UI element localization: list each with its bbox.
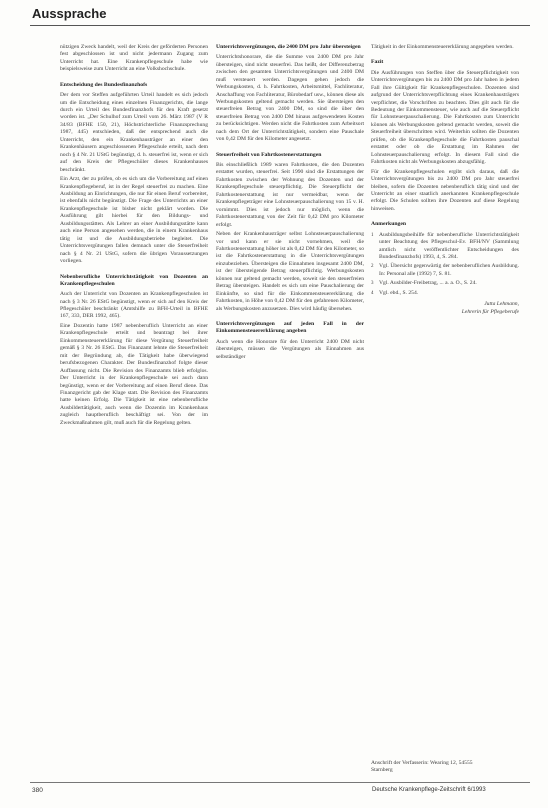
column-3	[371, 44, 519, 316]
paragraph: Ein Arzt, der zu prüfen, ob es sich um die Vorbereitung auf einen Krankenpflegeberuf, ist in der Regel steuerfrei zu machen. Eine Ausbildung an Einrichtungen, die nur für einen Beruf vorbereitet, ist ebenfalls nicht begünstigt. Die Frage des Unterrichts an einer Krankenpflegeschule ist bisher nicht geklärt worden. Die Ausführung gilt hierbei für den Bildungs- und Ausbildungsstätten. Als Lehrer an einer Ausbildungsstätte kann auch eine Person angesehen werden, die in einem Krankenhaus tätig ist und die Ausbildungsbetriebe begleitet. Die Unterrichtsvergütungen fallen demnach unter die Steuerfreiheit nach § 4 Nr. 21 UStG, sofern die übrigen Voraussetzungen vorliegen.	[60, 176, 208, 265]
author-role: Lehrerin für Pflegeberufe	[461, 308, 519, 315]
section-heading: Nebenberufliche Unterrichtstätigkeit von Dozenten an Krankenpflegeschulen	[60, 273, 208, 287]
footnote-number: 3	[371, 281, 374, 287]
footer-rule	[30, 782, 530, 783]
paragraph: Neben der Krankenhausträger selbst Lohnsteuerpauschalierung vor und kann er sie nicht vornehmen, weil die Fahrtkostenerstattung höher ist als 0,42 DM für den Kilometer, so ist die Fahrtkostenerstattung in die Unterrichtsvergütungen einzubeziehen. Übersteigen die Einnahmen insgesamt 2400 DM, ist der übersteigende Betrag steuerpflichtig. Werbungskosten können nur geltend gemacht werden, soweit sie den steuerfreien Betrag übersteigen. Handelt es sich um eine Pauschalierung der Einkünfte, so sind für die Einkommensteuererklärung die Fahrtkosten, in Höhe von 0,42 DM für den gefahrenen Kilometer, als Werbungskosten anzusetzen. Dies wird häufig übersehen.	[216, 231, 364, 312]
footnote-number: 1	[371, 232, 374, 238]
header-rule	[30, 25, 530, 26]
paragraph: Der dem vor Steffen aufgeführten Urteil handelt es sich jedoch um die Entscheidung eines einzelnen Finanzgerichts, die lange durch ein Urteil des Bundesfinanzhofs für den Kraft gesetzt worden ist. „Der Schulhof zum Urteil vom 26. März 1987 (V R 34/83 (BFHE 150, 21), Höchstrichterliche Finanzsprechung 1987, 445) entschieden, daß der entsprechend auch die Unterricht, den ein Krankenhausträger an einer den Krankenhäusern angeschlossenen Pflegeschule erteilt, nach dem noch § 4 Nr. 21 UStG begünstigt, d. h. steuerfrei ist, wenn er sich auf den Kreis der Pflegeschüler dieses Krankenhauses beschränkt.	[60, 92, 208, 173]
column-2	[216, 44, 364, 363]
paragraph: Die Ausführungen von Steffen über die Steuerpflichtigkeit von Unterrichtsvergütungen bis zu 2400 DM pro Jahr haben in jedem Fall ihre Gültigkeit für Krankenpflegeschulen. Dozenten sind aufgrund der Unterrichtsverpflichtung eines Krankenhausträgers verpflichtet, die Vorschriften zu beachten. Dies gilt auch für die Bedeutung der Einkommensteuer, wie auch auf die Steuerpflicht für Lohnsteuerpauschalierung. Die Fahrtkosten zum Unterricht können als Werbungskosten geltend gemacht werden, soweit die Steuerfreiheit überschritten wird. Weiterhin sollten die Dozenten prüfen, ob die Krankenpflegeschule die Fahrtkosten pauschal erstattet oder ob die Erstattung im Rahmen der Lohnsteuerpauschalierung erfolgt. In diesem Fall sind die Fahrtkosten nicht als Werbungskosten abzugsfähig.	[371, 69, 519, 166]
author-address	[371, 760, 521, 775]
section-heading: Steuerfreiheit von Fahrtkostenerstattungen	[216, 151, 322, 158]
column-1	[60, 44, 208, 429]
footnote-text: Vgl. Ausbilder-Freibetrag, ... a. a. O., S. 24.	[379, 280, 477, 287]
section-heading: Anmerkungen	[371, 221, 407, 228]
paragraph: Unterrichtshonorare, die die Summe von 2400 DM pro Jahr übersteigen, sind nicht steuerfrei. Das heißt, der Differenzbetrag zwischen den gesamten Unterrichtsvergütungen und 2400 DM muß versteuert werden. Dagegen gehen jedoch die Werbungskosten, d. h. Fahrtkosten, Arbeitsmittel, Fachliteratur, Anschaffung von Fachliteratur, Bürobedarf usw., können diese als Werbungskosten geltend gemacht werden. Sie übersteigen den steuerfreien Betrag von 2400 DM, so sind die über den steuerfreien Betrag von 2400 DM hinaus aufgewendeten Kosten zu berücksichtigen. Werden nicht die Fahrtkosten zum Arbeitsort nach dem Ort der Unterrichtstätigkeit, sondern eine Pauschale von 0,42 DM für den Kilometer angesetzt.	[216, 54, 364, 143]
footnote-text: Vgl. Übersicht gegenwärtig der nebenberuflichen Ausbildung. In: Personal alle (1992) 7, S. 81.	[379, 263, 519, 277]
footnote	[371, 232, 519, 262]
section-heading: Unterrichtsvergütungen, die 2400 DM pro Jahr übersteigen	[216, 44, 361, 50]
footnote-text: Ausbildungsbeihilfe für nebenberufliche Unterrichtstätigkeit unter Beachtung des Pflegeschul-Ev. BFH/NV (Sammlung amtlich nicht veröffentlichter Entscheidungen des Bundesfinanzhofs) 1993, 4, S. 284.	[379, 231, 519, 261]
footnote	[371, 280, 519, 287]
journal-citation: Deutsche Krankenpflege-Zeitschrift 6/1993	[372, 787, 486, 793]
paragraph: Für die Krankenpflegeschulen ergibt sich daraus, daß die Unterrichtsvergütungen bis zu 2400 DM pro Jahr steuerfrei bleiben, sofern die Dozenten nebenberuflich tätig sind und der Unterricht an einer staatlich anerkannten Krankenpflegeschule erfolgt. Die Schulen sollten ihre Dozenten auf diese Regelung hinweisen.	[371, 168, 519, 212]
paragraph: Auch wenn die Honorare für den Unterricht 2400 DM nicht übersteigen, müssen die Vergütungen als Einnahmen aus selbständiger	[216, 338, 364, 360]
author-signature	[371, 301, 519, 316]
section-heading: Unterrichtsvergütungen auf jeden Fall in der Einkommensteuererklärung angeben	[216, 321, 364, 335]
address-line: Anschrift der Verfasserin: Wearing 12, 54555	[371, 760, 473, 766]
author-name: Jutta Lehmann,	[484, 301, 519, 308]
page-header	[30, 4, 530, 26]
paragraph: nützigen Zweck handelt, weil der Kreis der geförderten Personen fest abgeschlossen ist und nicht jedermann Zugang zum Unterricht hat. Eine Krankenpflegeschule habe wie beispielsweise zum Unterricht an eine Volkshochschule.	[60, 44, 208, 73]
footnote	[371, 290, 519, 297]
section-title: Aussprache	[32, 6, 107, 21]
address-line: Starnberg	[371, 767, 393, 774]
footnote-number: 4	[371, 290, 374, 296]
footnote-text: Vgl. ebd., S. 254.	[379, 289, 419, 296]
paragraph: Tätigkeit in der Einkommensteuererklärung angegeben werden.	[371, 44, 514, 50]
section-heading: Fazit	[371, 59, 384, 66]
paragraph: Bis einschließlich 1989 waren Fahrtkosten, die den Dozenten erstattet wurden, steuerfrei. Seit 1990 sind die Erstattungen der Fahrtkosten zwischen der Wohnung des Dozenten und der Krankenpflegeschule steuerpflichtig. Die Steuerpflicht der Fahrtkostenerstattung ist nur vermeidbar, wenn der Krankenpflegeträger eine Lohnsteuerpauschalierung von 15 v. H. vornimmt. Dies ist jedoch nur möglich, wenn die Fahrtkostenerstattung von der Zeit für 0,42 DM pro Kilometer erfolgt.	[216, 162, 364, 228]
footnote-number: 2	[371, 264, 374, 270]
paragraph: Eine Dozentin hatte 1987 nebenberuflich Unterricht an einer Krankenpflegeschule erteilt und beantragt bei ihrer Einkommensteuererklärung für diese Vergütung Steuerfreiheit gemäß § 3 Nr. 26 EStG. Das Finanzamt lehnte die Steuerfreiheit mit der Begründung ab, die Tätigkeit habe überwiegend berufsbezogenen Charakter. Der Bundesfinanzhof folgte dieser Auffassung nicht. Die Revision des Finanzamts blieb erfolglos. Der Unterricht in der Krankenpflegeschule sei auch dann begünstigt, wenn er der Vorbereitung auf einen Beruf diene. Das Finanzgericht gab der Klage statt. Die Revision des Finanzamts hatte keinen Erfolg. Die Tätigkeit ist eine nebenberufliche Ausbildertätigkeit, auch wenn die Dozentin im Krankenhaus zugleich hauptberuflich beschäftigt sei. Von der im Zweckmaßnahmen gilt, muß auch für die Regelung gelten.	[60, 322, 208, 426]
paragraph: Auch der Unterricht von Dozenten an Krankenpflegeschulen ist nach § 3 Nr. 26 EStG begünstigt, wenn er sich auf den Kreis der Pflegeschüler beschränkt (Amtshilfe zu BFH-Urteil in BFHE 167, 333, DER 1992, 465).	[60, 291, 208, 320]
page-number: 380	[32, 787, 43, 794]
footnote	[371, 263, 519, 278]
footnotes-list	[371, 232, 519, 298]
section-heading: Entscheidung des Bundesfinanzhofs	[60, 81, 148, 88]
